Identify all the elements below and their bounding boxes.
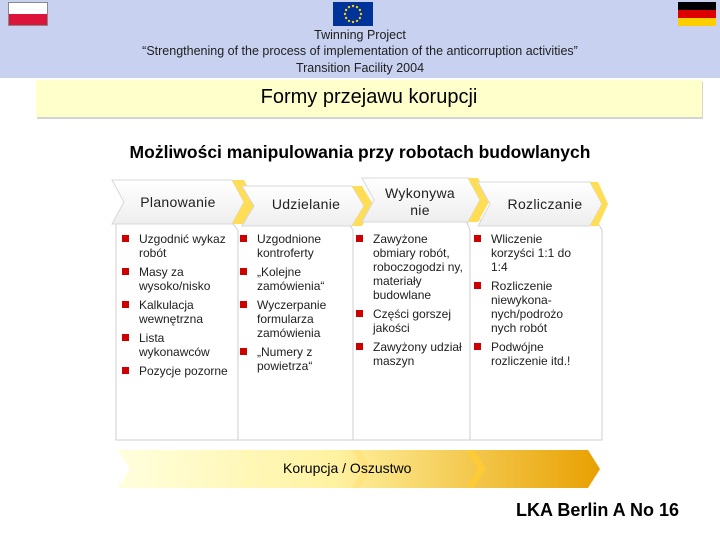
bullet-icon xyxy=(356,343,363,350)
list-item: Rozliczenie niewykona-nych/podrożo nych robót xyxy=(474,279,584,335)
phase-label-rozliczanie: Rozliczanie xyxy=(507,196,583,212)
list-item: Wyczerpanie formularza zamówienia xyxy=(240,298,348,340)
list-item: Kalkulacja wewnętrzna xyxy=(122,298,234,326)
bullet-icon xyxy=(356,235,363,242)
list-item: Zawyżony udział maszyn xyxy=(356,340,466,368)
bullet-icon xyxy=(122,235,129,242)
header-facility: Transition Facility 2004 xyxy=(295,61,425,75)
reference-label: LKA Berlin A No 16 xyxy=(516,500,680,520)
list-item: Części gorszej jakości xyxy=(356,307,466,335)
bullet-icon xyxy=(356,310,363,317)
column-planowanie xyxy=(122,232,234,383)
list-item: Lista wykonawców xyxy=(122,331,234,359)
list-item: Pozycje pozorne xyxy=(122,364,234,378)
list-item: Podwójne rozliczenie itd.! xyxy=(474,340,584,368)
page-subtitle: Możliwości manipulowania przy robotach budowlanych xyxy=(129,142,591,162)
bullet-icon xyxy=(474,235,481,242)
phase-label-udzielanie: Udzielanie xyxy=(271,196,341,212)
list-item: „Numery z powietrza“ xyxy=(240,345,348,373)
bullet-icon xyxy=(474,282,481,289)
header-project: Twinning Project xyxy=(314,28,406,42)
column-rozliczanie xyxy=(474,232,584,373)
phase-label-planowanie: Planowanie xyxy=(140,194,216,210)
bullet-icon xyxy=(122,367,129,374)
bullet-icon xyxy=(122,301,129,308)
list-item: Wliczenie korzyści 1:1 do 1:4 xyxy=(474,232,584,274)
bullet-icon xyxy=(240,268,247,275)
bullet-icon xyxy=(240,301,247,308)
bullet-icon xyxy=(122,268,129,275)
bullet-icon xyxy=(122,334,129,341)
column-udzielanie xyxy=(240,232,348,378)
page-title: Formy przejawu korupcji xyxy=(260,86,478,108)
list-item: Zawyżone obmiary robót, roboczogodzi ny, materiały budowlane xyxy=(356,232,466,302)
list-item: Uzgodnić wykaz robót xyxy=(122,232,234,260)
bullet-icon xyxy=(240,235,247,242)
phase-label-wykonywanie: Wykonywa nie xyxy=(385,185,455,218)
bullet-icon xyxy=(240,348,247,355)
header-project-name: “Strengthening of the process of implementation of the anticorruption activities” xyxy=(142,44,578,58)
bullet-icon xyxy=(474,343,481,350)
column-wykonywanie xyxy=(356,232,466,373)
korupcja-label: Korupcja / Oszustwo xyxy=(283,460,412,476)
list-item: „Kolejne zamówienia“ xyxy=(240,265,348,293)
list-item: Uzgodnione kontroferty xyxy=(240,232,348,260)
list-item: Masy za wysoko/nisko xyxy=(122,265,234,293)
